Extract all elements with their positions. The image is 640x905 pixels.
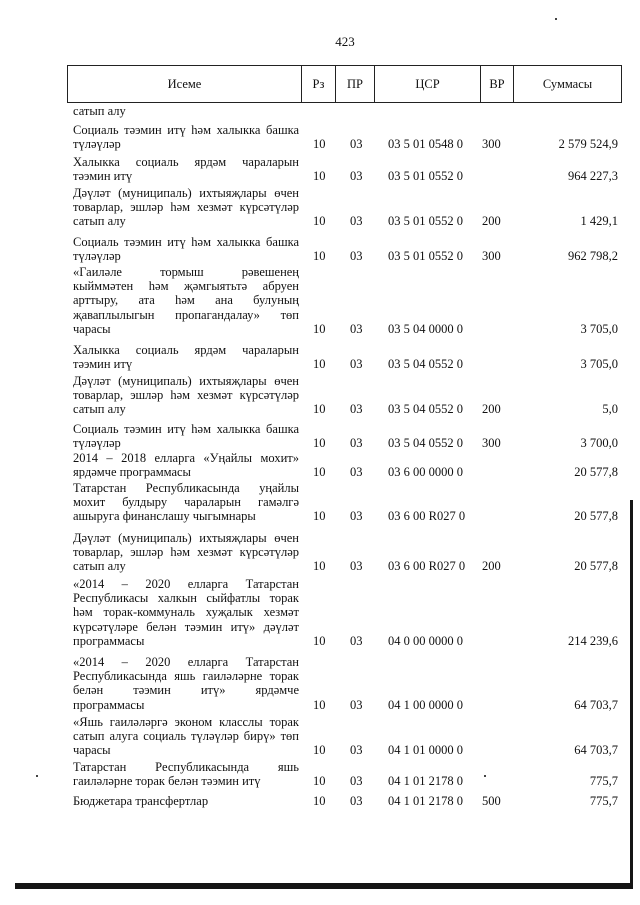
row-name-line: түләүләр [73,137,121,152]
scan-speck [555,18,557,20]
row-name-line: сатып алуга социаль түләүләр бирү» төп [73,729,299,744]
row-rz: 10 [313,743,326,758]
row-name-line: сатып алу [73,214,126,229]
row-csr: 03 5 01 0548 0 [388,137,463,152]
row-name [73,123,299,151]
row-sum: 3 700,0 [580,436,618,451]
row-name-line: «Гаиләле тормыш рәвешенең [73,265,299,279]
header-name: Исеме [68,66,302,102]
row-csr: 03 5 04 0000 0 [388,321,463,336]
row-vr: 300 [482,249,501,264]
row-name-line: белән тәэмин итү» ярдәмче [73,683,299,698]
row-name-line: Республикасында яшь гаиләләрне торак [73,669,299,684]
row-name-line: сатып алу [73,104,126,118]
scan-speck [36,775,38,777]
row-name-line: Республикасы халкын сыйфатлы торак [73,591,299,606]
row-pr: 03 [350,509,363,524]
row-csr: 04 0 00 0000 0 [388,633,463,648]
row-name [73,265,299,336]
row-sum: 20 577,8 [574,465,618,480]
row-name-line: түләүләр [73,249,121,264]
row-name [73,794,299,808]
row-vr: 200 [482,559,501,574]
row-name [73,760,299,788]
row-pr: 03 [350,402,363,417]
row-csr: 03 5 01 0552 0 [388,214,463,229]
row-rz: 10 [313,509,326,524]
row-name [73,374,299,417]
row-csr: 04 1 00 0000 0 [388,697,463,712]
row-name-line: Социаль тәэмин итү һәм халыкка башка [73,235,299,249]
row-name-line: һәм торак-коммуналь хуҗалык хезмәт [73,605,299,620]
scan-border-bottom [15,883,633,889]
row-pr: 03 [350,137,363,152]
table-header [67,65,622,103]
row-csr: 03 6 00 R027 0 [388,559,466,574]
row-name-line: Дәүләт (муниципаль) ихтыяҗлары өчен [73,374,299,388]
row-csr: 04 1 01 2178 0 [388,774,463,789]
row-rz: 10 [313,214,326,229]
row-name-line: кыйммәтен һәм җәмгыятьтә абруен [73,279,299,294]
header-rz: Рз [302,66,336,102]
row-name [73,715,299,758]
row-vr: 300 [482,137,501,152]
row-pr: 03 [350,697,363,712]
row-name [73,343,299,371]
row-name-line: программасы [73,633,145,648]
row-name [73,577,299,648]
row-pr: 03 [350,436,363,451]
row-name-line: товарлар, эшләр һәм хезмәт күрсәтүләр [73,545,299,560]
row-name-line: мохит булдыру чараларын гамәлгә [73,495,299,510]
row-pr: 03 [350,321,363,336]
row-name [73,451,299,479]
header-pr: ПР [336,66,375,102]
row-pr: 03 [350,465,363,480]
row-rz: 10 [313,137,326,152]
row-rz: 10 [313,436,326,451]
row-csr: 04 1 01 0000 0 [388,743,463,758]
row-rz: 10 [313,249,326,264]
row-name [73,104,299,118]
row-rz: 10 [313,774,326,789]
row-name-line: сатып алу [73,402,126,417]
row-sum: 64 703,7 [574,697,618,712]
row-vr: 200 [482,402,501,417]
row-name-line: Дәүләт (муниципаль) ихтыяҗлары өчен [73,186,299,200]
header-vr: ВР [481,66,514,102]
row-pr: 03 [350,633,363,648]
row-rz: 10 [313,321,326,336]
row-sum: 20 577,8 [574,559,618,574]
row-sum: 775,7 [589,794,618,808]
row-pr: 03 [350,357,363,372]
row-rz: 10 [313,633,326,648]
row-pr: 03 [350,249,363,264]
row-pr: 03 [350,214,363,229]
row-sum: 20 577,8 [574,509,618,524]
row-name-line: түләүләр [73,436,121,451]
row-name-line: җаваплылыгын пропагандалау» төп [73,307,299,322]
row-csr: 03 5 04 0552 0 [388,436,463,451]
row-name-line: Дәүләт (муниципаль) ихтыяҗлары өчен [73,531,299,545]
row-sum: 775,7 [589,774,618,789]
row-name-line: Халыкка социаль ярдәм чараларын [73,155,299,169]
row-name [73,155,299,183]
row-sum: 3 705,0 [580,321,618,336]
row-name-line: 2014 – 2018 елларга «Уңайлы мохит» [73,451,299,465]
row-csr: 03 5 04 0552 0 [388,402,463,417]
row-pr: 03 [350,794,363,808]
row-vr: 500 [482,794,501,808]
row-name-line: ашыруга финанслашу чыгымнары [73,509,256,524]
row-name-line: товарлар, эшләр һәм хезмәт күрсәтүләр [73,200,299,215]
row-name-line: Татарстан Республикасында яшь [73,760,299,774]
row-csr: 03 6 00 0000 0 [388,465,463,480]
row-pr: 03 [350,774,363,789]
scan-border-right [630,500,633,889]
row-csr: 03 5 01 0552 0 [388,249,463,264]
row-sum: 5,0 [602,402,618,417]
row-sum: 964 227,3 [568,169,618,184]
row-csr: 03 5 04 0552 0 [388,357,463,372]
row-csr: 03 6 00 R027 0 [388,509,466,524]
row-name-line: чарасы [73,743,111,758]
row-rz: 10 [313,465,326,480]
row-rz: 10 [313,402,326,417]
row-rz: 10 [313,794,326,808]
row-sum: 1 429,1 [580,214,618,229]
row-name [73,422,299,450]
row-name-line: ярдәмче программасы [73,465,191,480]
row-vr: 200 [482,214,501,229]
row-name-line: «Яшь гаиләләргә эконом класслы торак [73,715,299,729]
row-name-line: «2014 – 2020 елларга Татарстан [73,577,299,591]
row-name-line: программасы [73,697,145,712]
row-pr: 03 [350,559,363,574]
row-name-line: «2014 – 2020 елларга Татарстан [73,655,299,669]
row-name-line: сатып алу [73,559,126,574]
row-name-line: гаиләләрне торак белән тәэмин итү [73,774,261,789]
row-pr: 03 [350,169,363,184]
row-name-line: Татарстан Республикасында уңайлы [73,481,299,495]
row-vr: 300 [482,436,501,451]
row-name [73,481,299,524]
row-sum: 2 579 524,9 [558,137,618,152]
row-name [73,655,299,712]
scan-speck [484,775,486,777]
row-sum: 3 705,0 [580,357,618,372]
row-name [73,531,299,574]
row-sum: 962 798,2 [568,249,618,264]
row-rz: 10 [313,169,326,184]
row-rz: 10 [313,357,326,372]
row-sum: 64 703,7 [574,743,618,758]
row-name-line: Бюджетара трансфертлар [73,794,209,808]
header-sum: Суммасы [542,77,593,91]
row-name-line: чарасы [73,321,111,336]
row-name [73,186,299,229]
page-number: 423 [335,34,355,49]
header-csr: ЦСР [375,66,481,102]
row-name-line: Социаль тәэмин итү һәм халыкка башка [73,422,299,436]
row-name-line: тәэмин итү [73,169,133,184]
row-pr: 03 [350,743,363,758]
row-rz: 10 [313,559,326,574]
row-name-line: товарлар, эшләр һәм хезмәт күрсәтүләр [73,388,299,403]
row-csr: 03 5 01 0552 0 [388,169,463,184]
row-sum: 214 239,6 [568,633,618,648]
row-name [73,235,299,263]
row-rz: 10 [313,697,326,712]
row-name-line: Социаль тәэмин итү һәм халыкка башка [73,123,299,137]
row-csr: 04 1 01 2178 0 [388,794,463,808]
row-name-line: арттыру, ата һәм ана булуның [73,293,299,308]
row-name-line: күрсәтүләре белән тәэмин итү» дәүләт [73,619,299,634]
row-name-line: тәэмин итү [73,357,133,372]
row-name-line: Халыкка социаль ярдәм чараларын [73,343,299,357]
